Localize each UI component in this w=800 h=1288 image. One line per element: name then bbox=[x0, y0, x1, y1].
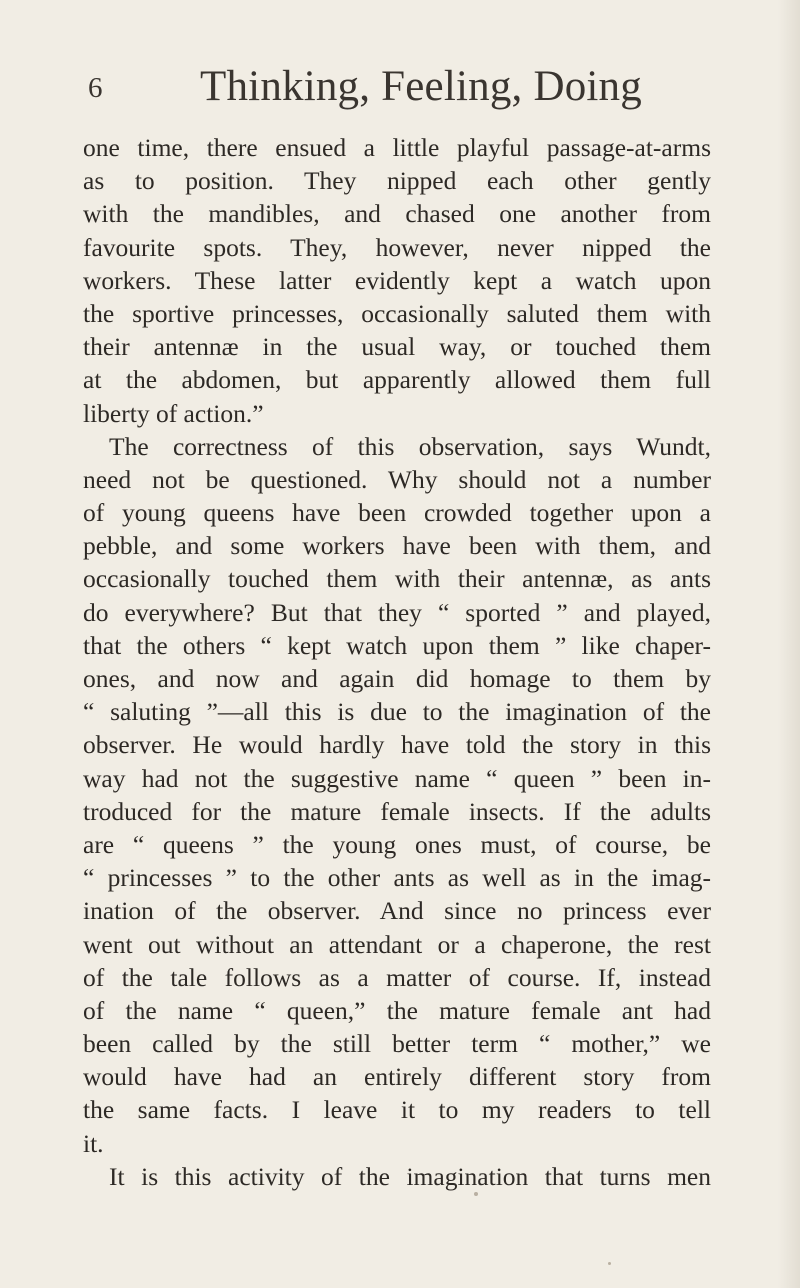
text-line: would have had an entirely different story from bbox=[83, 1062, 711, 1092]
text-line: troduced for the mature female insects. If the adults bbox=[83, 796, 711, 826]
text-line: as to position. They nipped each other gently bbox=[83, 166, 711, 196]
text-line: with the mandibles, and chased one another from bbox=[83, 199, 711, 229]
text-line: ones, and now and again did homage to them by bbox=[83, 664, 711, 693]
body-text bbox=[83, 131, 711, 1193]
text-line: “ princesses ” to the other ants as well as in the imag- bbox=[83, 863, 711, 893]
paper-speck bbox=[474, 1192, 478, 1196]
text-line: occasionally touched them with their antennæ, as ants bbox=[83, 564, 711, 594]
running-head bbox=[88, 62, 728, 114]
text-line: one time, there ensued a little playful passage-at-arms bbox=[83, 133, 711, 162]
text-line: of the name “ queen,” the mature female ant had bbox=[83, 995, 711, 1025]
text-line: The correctness of this observation, says Wundt, bbox=[109, 431, 711, 461]
text-line: liberty of action.” bbox=[83, 398, 264, 428]
text-line: workers. These latter evidently kept a watch upon bbox=[83, 265, 711, 295]
text-line: of the tale follows as a matter of course. If, instead bbox=[83, 962, 711, 992]
text-line: it. bbox=[83, 1128, 104, 1158]
paper-speck bbox=[608, 1262, 611, 1265]
text-line: “ saluting ”—all this is due to the imagination of the bbox=[83, 697, 711, 727]
text-line: are “ queens ” the young ones must, of course, be bbox=[83, 829, 711, 859]
text-line: that the others “ kept watch upon them ” like chaper- bbox=[83, 630, 711, 660]
text-line: their antennæ in the usual way, or touched them bbox=[83, 332, 711, 362]
text-line: do everywhere? But that they “ sported ” and played, bbox=[83, 597, 711, 627]
text-line: at the abdomen, but apparently allowed them full bbox=[83, 365, 711, 395]
text-line: need not be questioned. Why should not a number bbox=[83, 464, 711, 494]
text-line: been called by the still better term “ mother,” we bbox=[83, 1029, 711, 1059]
text-line: way had not the suggestive name “ queen ” been in- bbox=[83, 763, 711, 793]
text-line: pebble, and some workers have been with them, and bbox=[83, 531, 711, 561]
text-line: the same facts. I leave it to my readers to tell bbox=[83, 1095, 711, 1125]
text-line: the sportive princesses, occasionally saluted them with bbox=[83, 298, 711, 328]
running-title: Thinking, Feeling, Doing bbox=[200, 63, 642, 110]
text-line: ination of the observer. And since no princess ever bbox=[83, 896, 711, 926]
text-line: favourite spots. They, however, never nipped the bbox=[83, 232, 711, 262]
text-line: It is this activity of the imagination that turns men bbox=[109, 1161, 711, 1191]
text-line: of young queens have been crowded together upon a bbox=[83, 498, 711, 528]
page-number: 6 bbox=[88, 72, 103, 104]
text-line: went out without an attendant or a chaperone, the rest bbox=[83, 929, 711, 959]
text-line: observer. He would hardly have told the story in this bbox=[83, 730, 711, 760]
page-edge-shadow bbox=[778, 0, 800, 1288]
